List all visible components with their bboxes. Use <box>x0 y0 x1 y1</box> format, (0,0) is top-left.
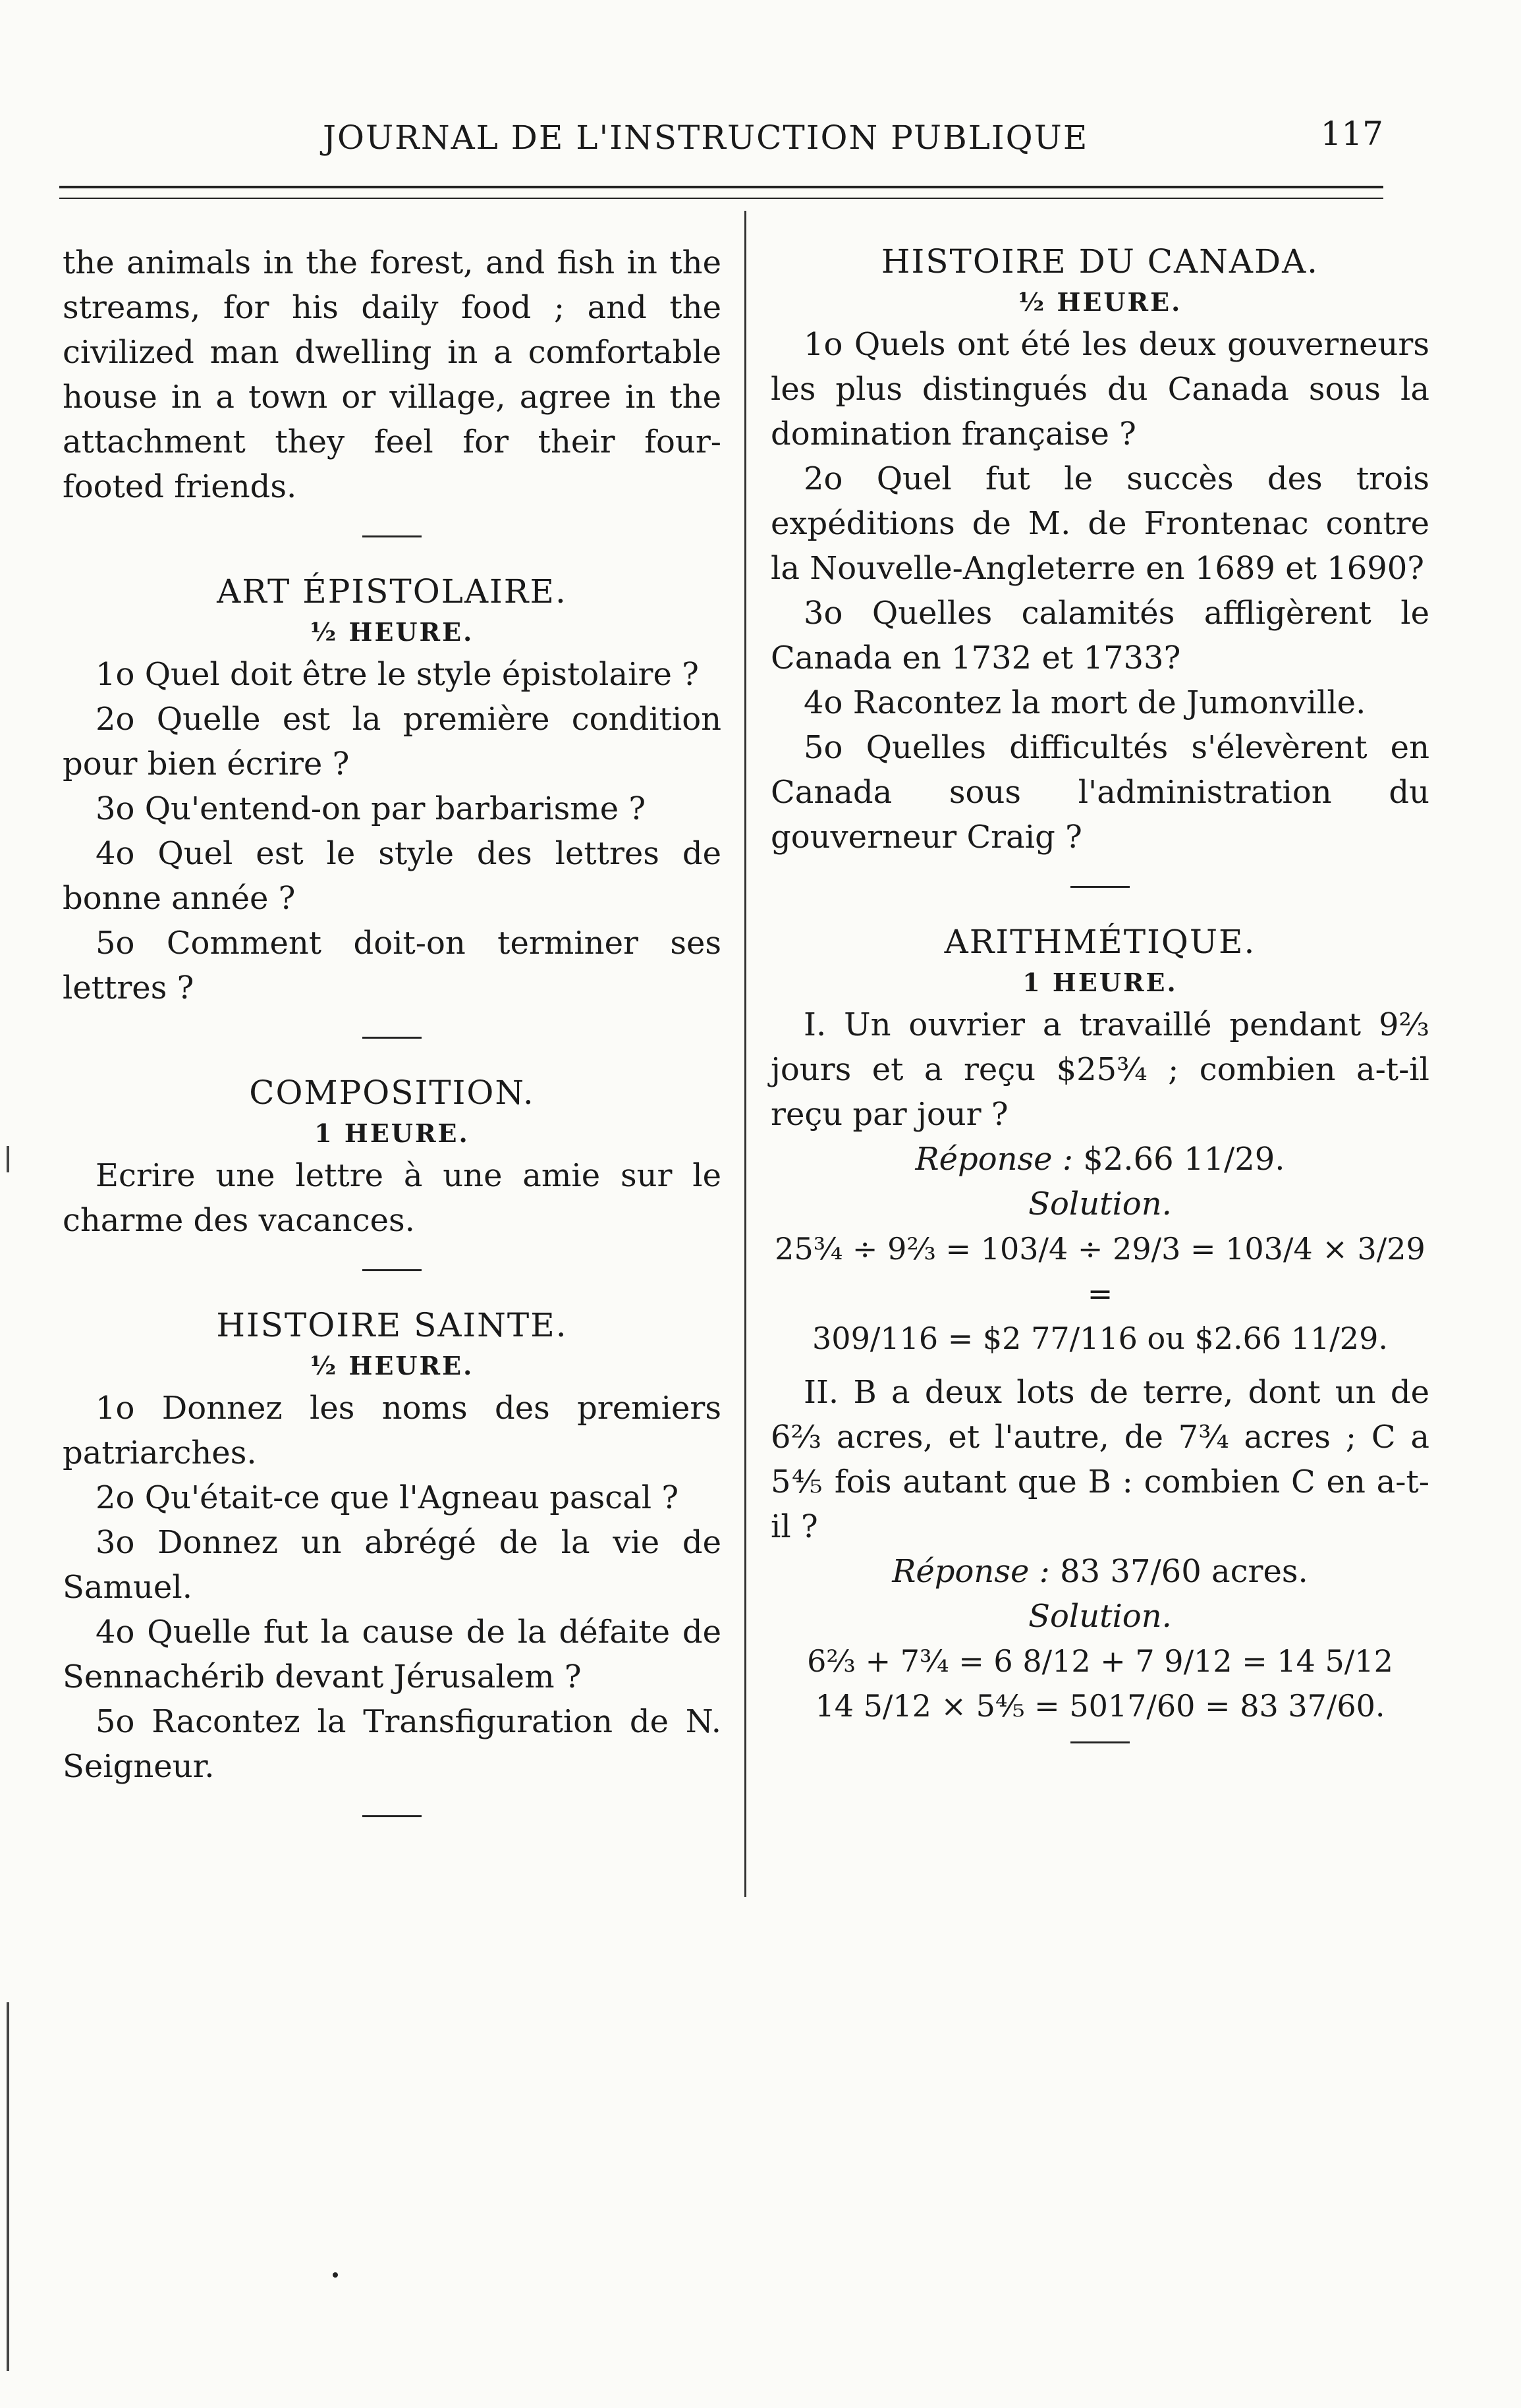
answer-value: 83 37/60 acres. <box>1060 1553 1308 1590</box>
left-column <box>63 240 721 1850</box>
page-number: 117 <box>1320 115 1383 153</box>
column-divider <box>744 211 746 1897</box>
composition-text: Ecrire une lettre à une amie sur le charme des vacances. <box>63 1157 721 1239</box>
solution-2-line-2: 14 5/12 × 5⅘ = 5017/60 = 83 37/60. <box>815 1688 1385 1724</box>
section-title-histoire-sainte: HISTOIRE SAINTE. <box>216 1306 568 1344</box>
section-duration: ½ HEURE. <box>310 1351 474 1381</box>
solution-2-line-1: 6⅔ + 7¾ = 6 8/12 + 7 9/12 = 14 5/12 <box>807 1643 1393 1679</box>
section-separator <box>362 1815 422 1817</box>
solution-label: Solution. <box>1028 1598 1172 1635</box>
question-item: 4o Quel est le style des lettres de bonne année ? <box>63 835 721 917</box>
section-separator <box>362 535 422 537</box>
section-title-histoire-canada: HISTOIRE DU CANADA. <box>881 242 1319 281</box>
question-item: 5o Racontez la Transfiguration de N. Seigneur. <box>63 1703 721 1785</box>
section-title-arithmetique: ARITHMÉTIQUE. <box>944 923 1256 961</box>
solution-1-line-2: 309/116 = $2 77/116 ou $2.66 11/29. <box>812 1321 1388 1356</box>
solution-label: Solution. <box>1028 1186 1172 1222</box>
answer-1 <box>771 1137 1429 1182</box>
question-item: 4o Quelle fut la cause de la défaite de Sennachérib devant Jérusalem ? <box>63 1614 721 1695</box>
right-column <box>771 240 1429 1776</box>
question-item: 5o Quelles difficultés s'élevèrent en Canada sous l'administration du gouverneur Craig ? <box>771 729 1429 856</box>
journal-title: JOURNAL DE L'INSTRUCTION PUBLIQUE <box>323 119 1089 157</box>
problem-2: II. B a deux lots de terre, dont un de 6⅔ acres, et l'autre, de 7¾ acres ; C a 5⅘ fois autant que B : combien C en a-t-il ? <box>771 1374 1429 1545</box>
question-item: 1o Quels ont été les deux gouverneurs les plus distingués du Canada sous la domination française ? <box>771 326 1429 452</box>
question-item: 4o Racontez la mort de Jumonville. <box>804 684 1366 721</box>
section-separator <box>1070 886 1130 888</box>
question-item: 2o Qu'était-ce que l'Agneau pascal ? <box>96 1479 679 1516</box>
header-rule <box>59 186 1383 199</box>
section-duration: 1 HEURE. <box>1022 968 1178 997</box>
question-item: 5o Comment doit-on terminer ses lettres ? <box>63 925 721 1006</box>
section-separator <box>362 1269 422 1271</box>
problem-1: I. Un ouvrier a travaillé pendant 9⅔ jours et a reçu $25¾ ; combien a-t-il reçu par jour ? <box>771 1006 1429 1133</box>
section-title-composition: COMPOSITION. <box>249 1074 535 1112</box>
question-item: 2o Quelle est la première condition pour bien écrire ? <box>63 701 721 782</box>
question-item: 3o Quelles calamités affligèrent le Canada en 1732 et 1733? <box>771 595 1429 676</box>
answer-2 <box>771 1549 1429 1594</box>
question-item: 1o Quel doit être le style épistolaire ? <box>96 656 699 693</box>
answer-value: $2.66 11/29. <box>1083 1141 1285 1178</box>
intro-paragraph: the animals in the forest, and fish in the streams, for his daily food ; and the civilized man dwelling in a comfortable house in a town or village, agree in the attachment they feel for their four-footed friends. <box>63 244 721 505</box>
page-header <box>72 115 1383 171</box>
section-duration: ½ HEURE. <box>1018 287 1182 317</box>
question-item: 3o Qu'entend-on par barbarisme ? <box>96 790 646 827</box>
margin-mark <box>7 1146 9 1172</box>
question-item: 3o Donnez un abrégé de la vie de Samuel. <box>63 1524 721 1606</box>
question-item: 2o Quel fut le succès des trois expéditions de M. de Frontenac contre la Nouvelle-Angleterre en 1689 et 1690? <box>771 460 1429 587</box>
section-duration: ½ HEURE. <box>310 617 474 647</box>
margin-mark <box>7 2002 9 2371</box>
section-title-epistolaire: ART ÉPISTOLAIRE. <box>217 572 567 611</box>
section-separator <box>362 1037 422 1039</box>
answer-label: Réponse : <box>915 1141 1074 1178</box>
section-duration: 1 HEURE. <box>314 1118 470 1148</box>
solution-1-line-1: 25¾ ÷ 9⅔ = 103/4 ÷ 29/3 = 103/4 × 3/29 = <box>775 1231 1425 1311</box>
ink-speck <box>333 2272 338 2278</box>
question-item: 1o Donnez les noms des premiers patriarches. <box>63 1390 721 1471</box>
section-separator <box>1070 1741 1130 1743</box>
answer-label: Réponse : <box>892 1553 1050 1590</box>
